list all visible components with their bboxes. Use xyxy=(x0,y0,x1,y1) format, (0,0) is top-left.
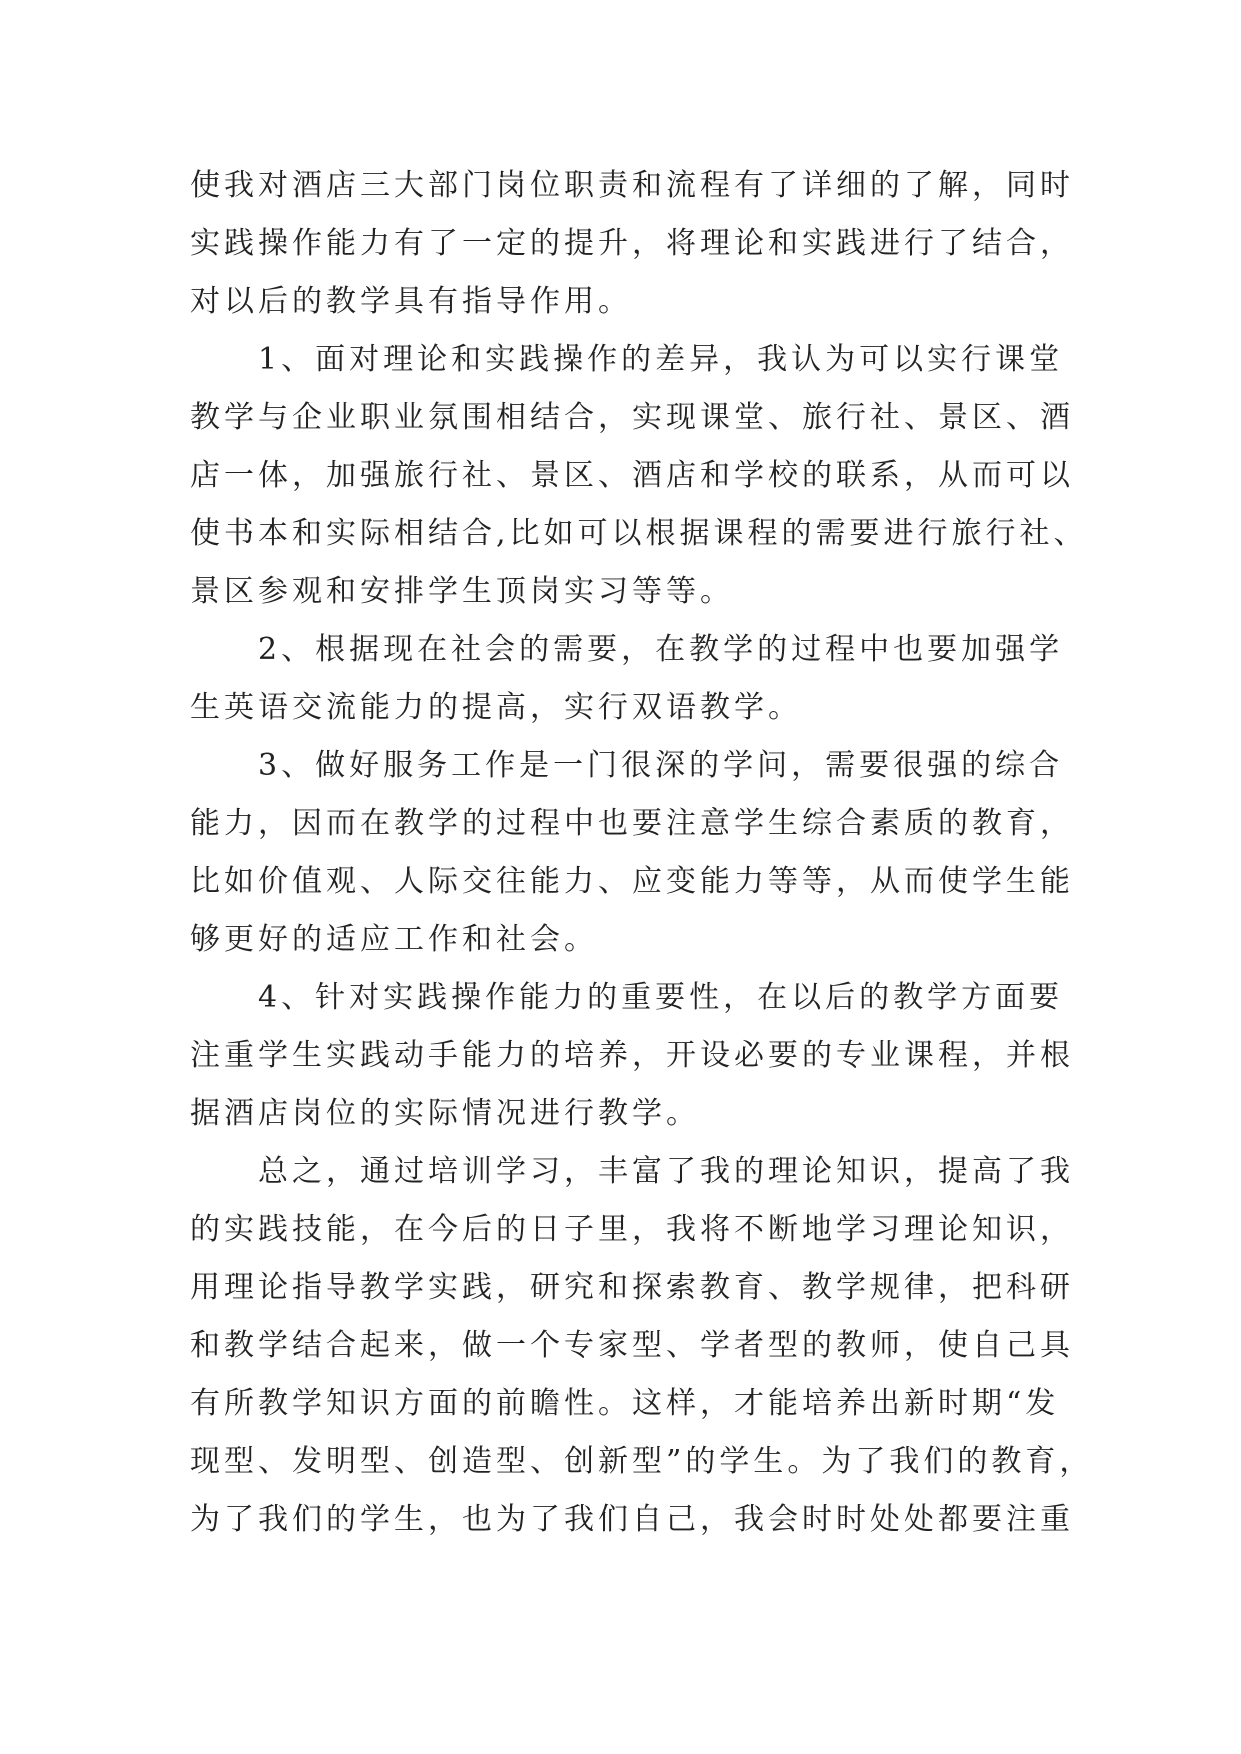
text-line: 有所教学知识方面的前瞻性。这样，才能培养出新时期“发 xyxy=(190,1386,1060,1421)
text-line: 使我对酒店三大部门岗位职责和流程有了详细的了解，同时 xyxy=(190,168,1074,203)
text-line: 使书本和实际相结合,比如可以根据课程的需要进行旅行社、 xyxy=(190,516,1088,551)
text-line: 生英语交流能力的提高，实行双语教学。 xyxy=(190,690,802,725)
text-line: 3、做好服务工作是一门很深的学问，需要很强的综合 xyxy=(258,748,1064,783)
paragraph xyxy=(190,969,1074,1143)
text-line: 现型、发明型、创造型、创新型”的学生。为了我们的教育， xyxy=(190,1444,1094,1479)
text-line: 够更好的适应工作和社会。 xyxy=(190,922,598,957)
text-line: 景区参观和安排学生顶岗实习等等。 xyxy=(190,574,734,609)
text-line: 教学与企业职业氛围相结合，实现课堂、旅行社、景区、酒 xyxy=(190,400,1074,435)
text-line: 店一体，加强旅行社、景区、酒店和学校的联系，从而可以 xyxy=(190,458,1074,493)
paragraph xyxy=(190,621,1064,737)
text-line: 对以后的教学具有指导作用。 xyxy=(190,284,632,319)
paragraph xyxy=(190,737,1074,969)
paragraph xyxy=(190,331,1088,621)
text-line: 1、面对理论和实践操作的差异，我认为可以实行课堂 xyxy=(258,342,1064,377)
text-line: 和教学结合起来，做一个专家型、学者型的教师，使自己具 xyxy=(190,1328,1074,1363)
text-line: 比如价值观、人际交往能力、应变能力等等，从而使学生能 xyxy=(190,864,1074,899)
text-line: 2、根据现在社会的需要，在教学的过程中也要加强学 xyxy=(258,632,1064,667)
document-body xyxy=(190,157,1094,1549)
text-line: 能力，因而在教学的过程中也要注意学生综合素质的教育， xyxy=(190,806,1074,841)
text-line: 总之，通过培训学习，丰富了我的理论知识，提高了我 xyxy=(258,1154,1074,1189)
text-line: 用理论指导教学实践，研究和探索教育、教学规律，把科研 xyxy=(190,1270,1074,1305)
text-line: 据酒店岗位的实际情况进行教学。 xyxy=(190,1096,700,1131)
text-line: 的实践技能，在今后的日子里，我将不断地学习理论知识， xyxy=(190,1212,1074,1247)
text-line: 实践操作能力有了一定的提升，将理论和实践进行了结合， xyxy=(190,226,1074,261)
paragraph xyxy=(190,1143,1094,1549)
text-line: 为了我们的学生，也为了我们自己，我会时时处处都要注重 xyxy=(190,1502,1074,1537)
paragraph xyxy=(190,157,1074,331)
text-line: 注重学生实践动手能力的培养，开设必要的专业课程，并根 xyxy=(190,1038,1074,1073)
text-line: 4、针对实践操作能力的重要性，在以后的教学方面要 xyxy=(258,980,1064,1015)
